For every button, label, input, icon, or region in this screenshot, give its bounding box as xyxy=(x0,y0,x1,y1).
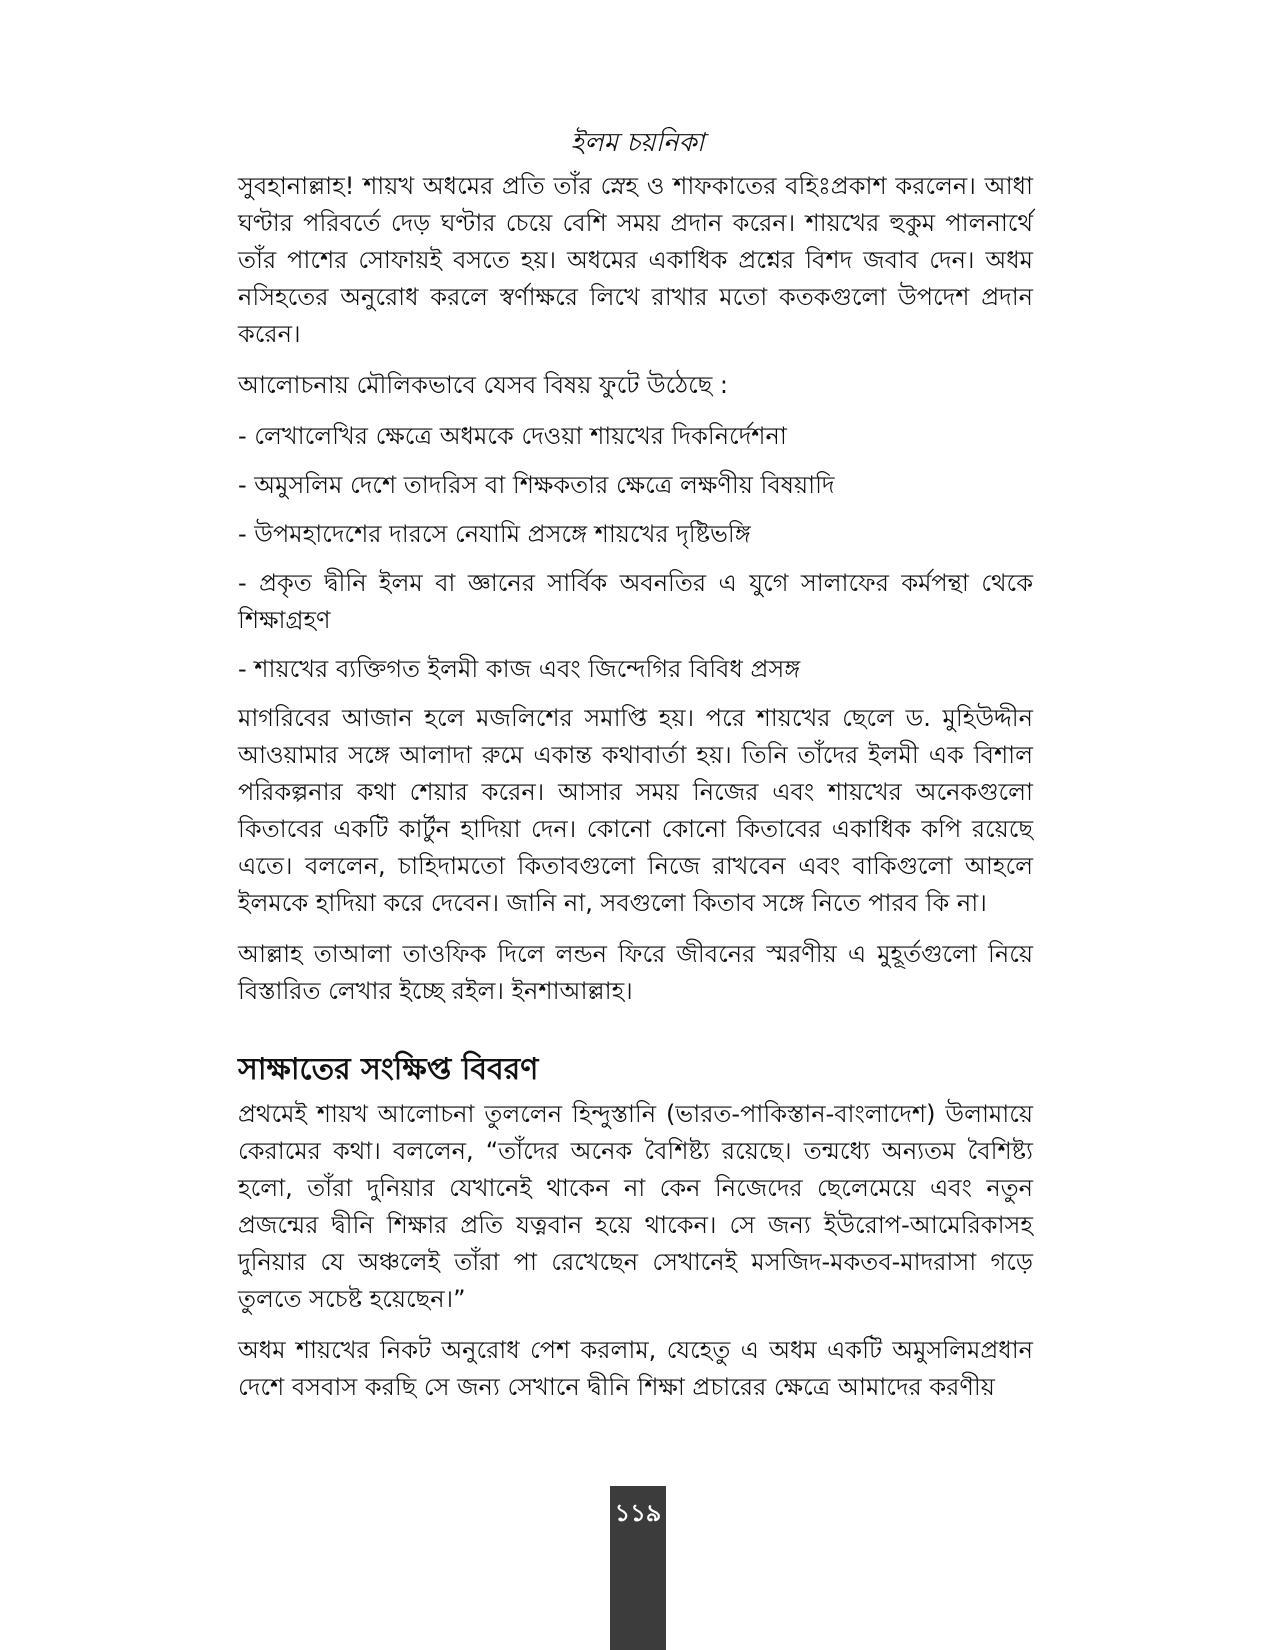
section-heading: সাক্ষাতের সংক্ষিপ্ত বিবরণ xyxy=(238,1052,539,1087)
page-number: ১১৯ xyxy=(614,1499,662,1527)
page-number-tab xyxy=(610,1486,666,1650)
topics-lead-in: আলোচনায় মৌলিকভাবে যেসব বিষয় ফুটে উঠেছে : xyxy=(238,371,729,399)
list-item: - প্রকৃত দ্বীনি ইলম বা জ্ঞানের সার্বিক অবনতির এ যুগে সালাফের কর্মপন্থা থেকে শিক্ষাগ্রহণ xyxy=(238,569,1033,634)
list-item: - লেখালেখির ক্ষেত্রে অধমকে দেওয়া শায়খের দিকনির্দেশনা xyxy=(238,422,787,450)
body-paragraph: প্রথমেই শায়খ আলোচনা তুললেন হিন্দুস্তানি (ভারত-পাকিস্তান-বাংলাদেশ) উলামায়ে কেরামের কথা। বললেন, “তাঁদের অনেক বৈশিষ্ট্য রয়েছে। তন্মধ্যে অন্যতম বৈশিষ্ট্য হলো, তাঁরা দুনিয়ার যেখানেই থাকেন না কেন নিজেদের ছেলেমেয়ে এবং নতুন প্রজন্মের দ্বীনি শিক্ষার প্রতি যত্নবান হয়ে থাকেন। সে জন্য ইউরোপ-আমেরিকাসহ দুনিয়ার যে অঞ্চলেই তাঁরা পা রেখেছেন সেখানেই মসজিদ-মকতব-মাদরাসা গড়ে তুলতে সচেষ্ট হয়েছেন।” xyxy=(238,1100,1033,1313)
running-header: ইলম চয়নিকা xyxy=(570,128,705,158)
list-item: - অমুসলিম দেশে তাদরিস বা শিক্ষকতার ক্ষেত্রে লক্ষণীয় বিষয়াদি xyxy=(238,471,835,499)
list-item: - শায়খের ব্যক্তিগত ইলমী কাজ এবং জিন্দেগির বিবিধ প্রসঙ্গ xyxy=(238,655,801,683)
body-paragraph: আল্লাহ তাআলা তাওফিক দিলে লন্ডন ফিরে জীবনের স্মরণীয় এ মুহূর্তগুলো নিয়ে বিস্তারিত লেখার ইচ্ছে রইল। ইনশাআল্লাহ। xyxy=(238,940,1033,1005)
page-body xyxy=(238,168,1033,1420)
list-item: - উপমহাদেশের দারসে নেযামি প্রসঙ্গে শায়খের দৃষ্টিভঙ্গি xyxy=(238,520,751,548)
body-paragraph: মাগরিবের আজান হলে মজলিশের সমাপ্তি হয়। পরে শায়খের ছেলে ড. মুহিউদ্দীন আওয়ামার সঙ্গে আলাদা রুমে একান্ত কথাবার্তা হয়। তিনি তাঁদের ইলমী এক বিশাল পরিকল্পনার কথা শেয়ার করেন। আসার সময় নিজের এবং শায়খের অনেকগুলো কিতাবের একটি কার্টুন হাদিয়া দেন। কোনো কোনো কিতাবের একাধিক কপি রয়েছে এতে। বললেন, চাহিদামতো কিতাবগুলো নিজে রাখবেন এবং বাকিগুলো আহলে ইলমকে হাদিয়া করে দেবেন। জানি না, সবগুলো কিতাব সঙ্গে নিতে পারব কি না। xyxy=(238,704,1033,917)
body-paragraph: অধম শায়খের নিকট অনুরোধ পেশ করলাম, যেহেতু এ অধম একটি অমুসলিমপ্রধান দেশে বসবাস করছি সে জন্য সেখানে দ্বীনি শিক্ষা প্রচারের ক্ষেত্রে আমাদের করণীয় xyxy=(238,1336,1033,1401)
intro-paragraph: সুবহানাল্লাহ! শায়খ অধমের প্রতি তাঁর স্নেহ ও শাফকাতের বহিঃপ্রকাশ করলেন। আধা ঘণ্টার পরিবর্তে দেড় ঘণ্টার চেয়ে বেশি সময় প্রদান করেন। শায়খের হুকুম পালনার্থে তাঁর পাশের সোফায়ই বসতে হয়। অধমের একাধিক প্রশ্নের বিশদ জবাব দেন। অধম নসিহতের অনুরোধ করলে স্বর্ণাক্ষরে লিখে রাখার মতো কতকগুলো উপদেশ প্রদান করেন। xyxy=(238,172,1033,348)
topic-list xyxy=(238,418,1033,688)
